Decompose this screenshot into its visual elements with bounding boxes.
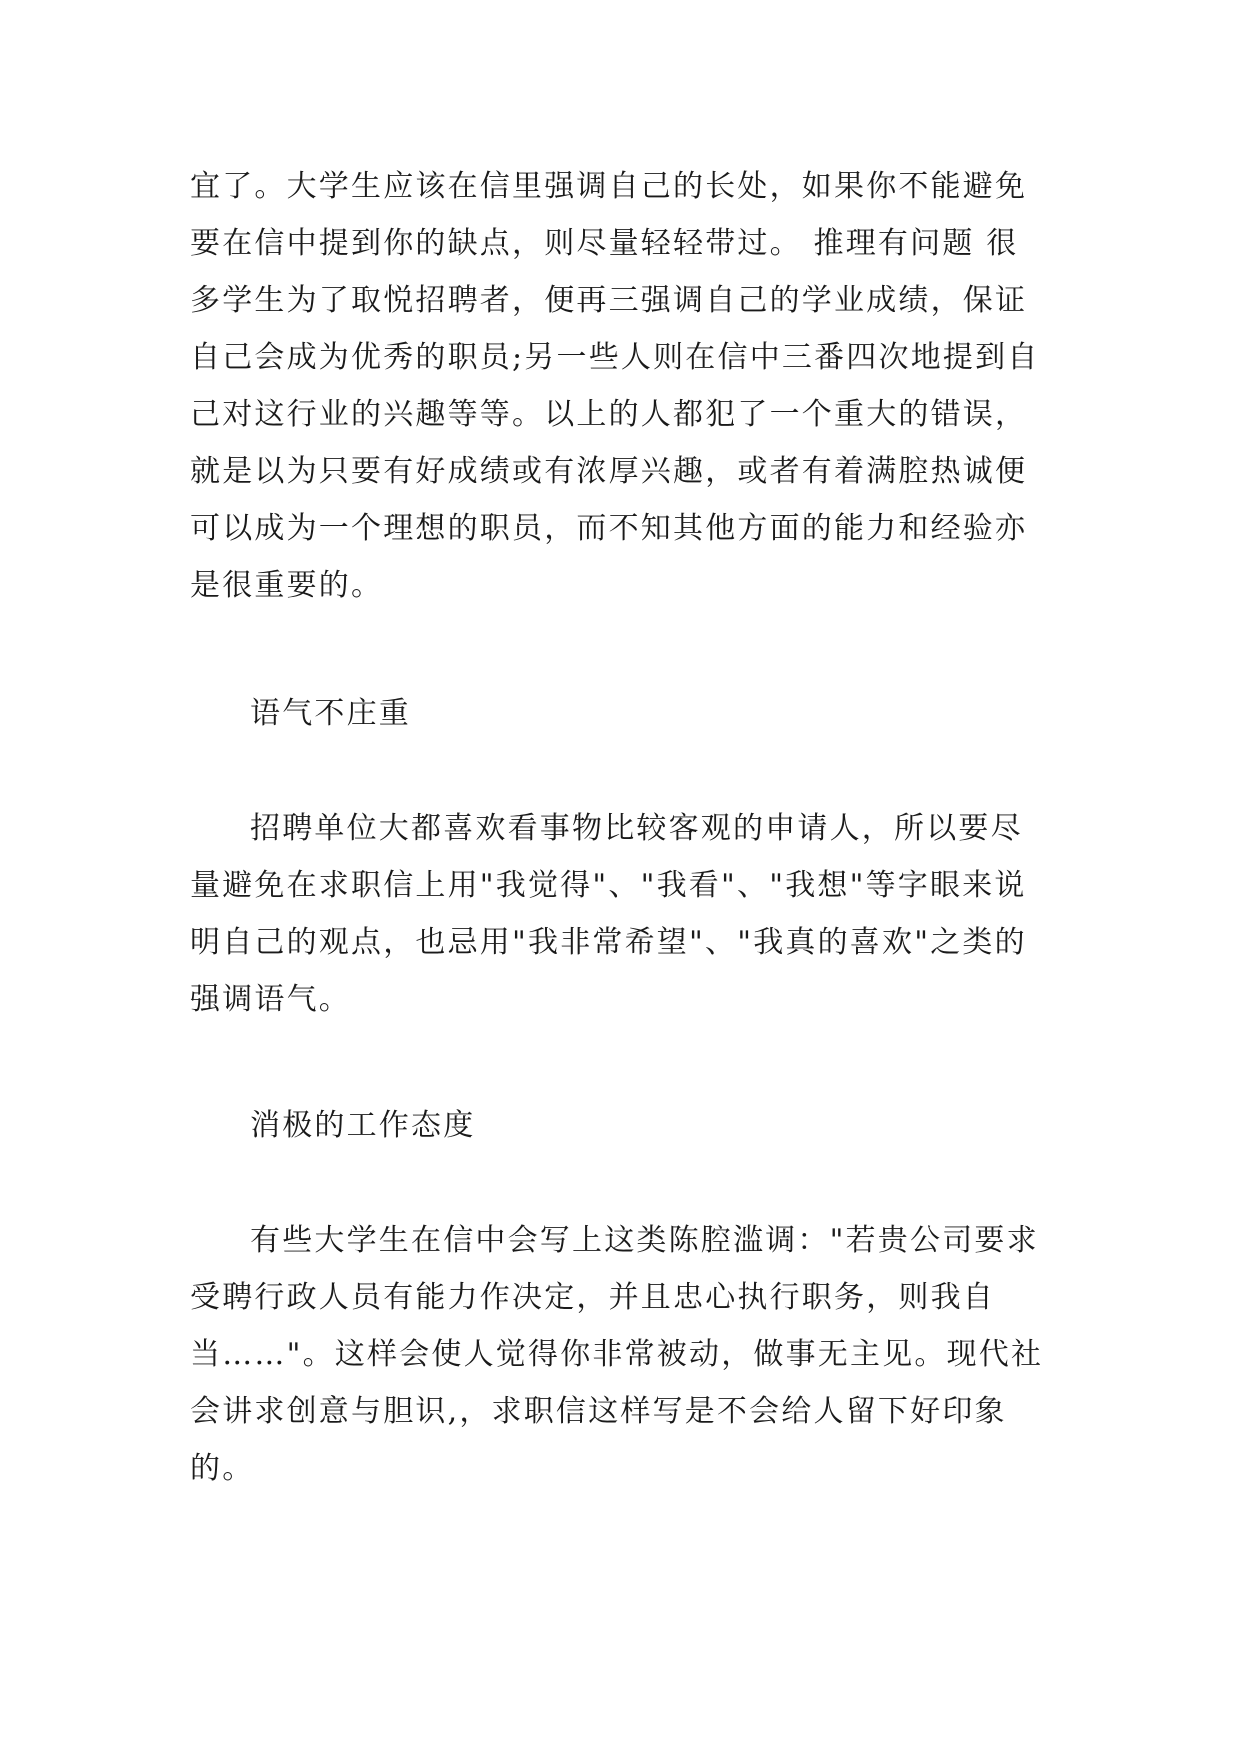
section-heading-tone: 语气不庄重 <box>250 696 411 731</box>
body-paragraph-tone: 招聘单位大都喜欢看事物比较客观的申请人，所以要尽量避免在求职信上用"我觉得"、"我看"、"我想"等字眼来说明自己的观点，也忌用"我非常希望"、"我真的喜欢"之类的强调语气。 <box>190 811 1027 1017</box>
body-paragraph-attitude: 有些大学生在信中会写上这类陈腔滥调："若贵公司要求受聘行政人员有能力作决定，并且忠心执行职务，则我自当……"。这样会使人觉得你非常被动，做事无主见。现代社会讲求创意与胆识,，求职信这样写是不会给人留下好印象的。 <box>190 1223 1044 1486</box>
body-paragraph-continued: 宜了。大学生应该在信里强调自己的长处，如果你不能避免要在信中提到你的缺点，则尽量轻轻带过。 推理有问题 很多学生为了取悦招聘者，便再三强调自己的学业成绩，保证自己会成为优秀的职员;另一些人则在信中三番四次地提到自己对这行业的兴趣等等。以上的人都犯了一个重大的错误，就是以为只要有好成绩或有浓厚兴趣，或者有着满腔热诚便可以成为一个理想的职员，而不知其他方面的能力和经验亦是很重要的。 <box>190 169 1040 603</box>
section-heading-attitude: 消极的工作态度 <box>250 1108 476 1143</box>
